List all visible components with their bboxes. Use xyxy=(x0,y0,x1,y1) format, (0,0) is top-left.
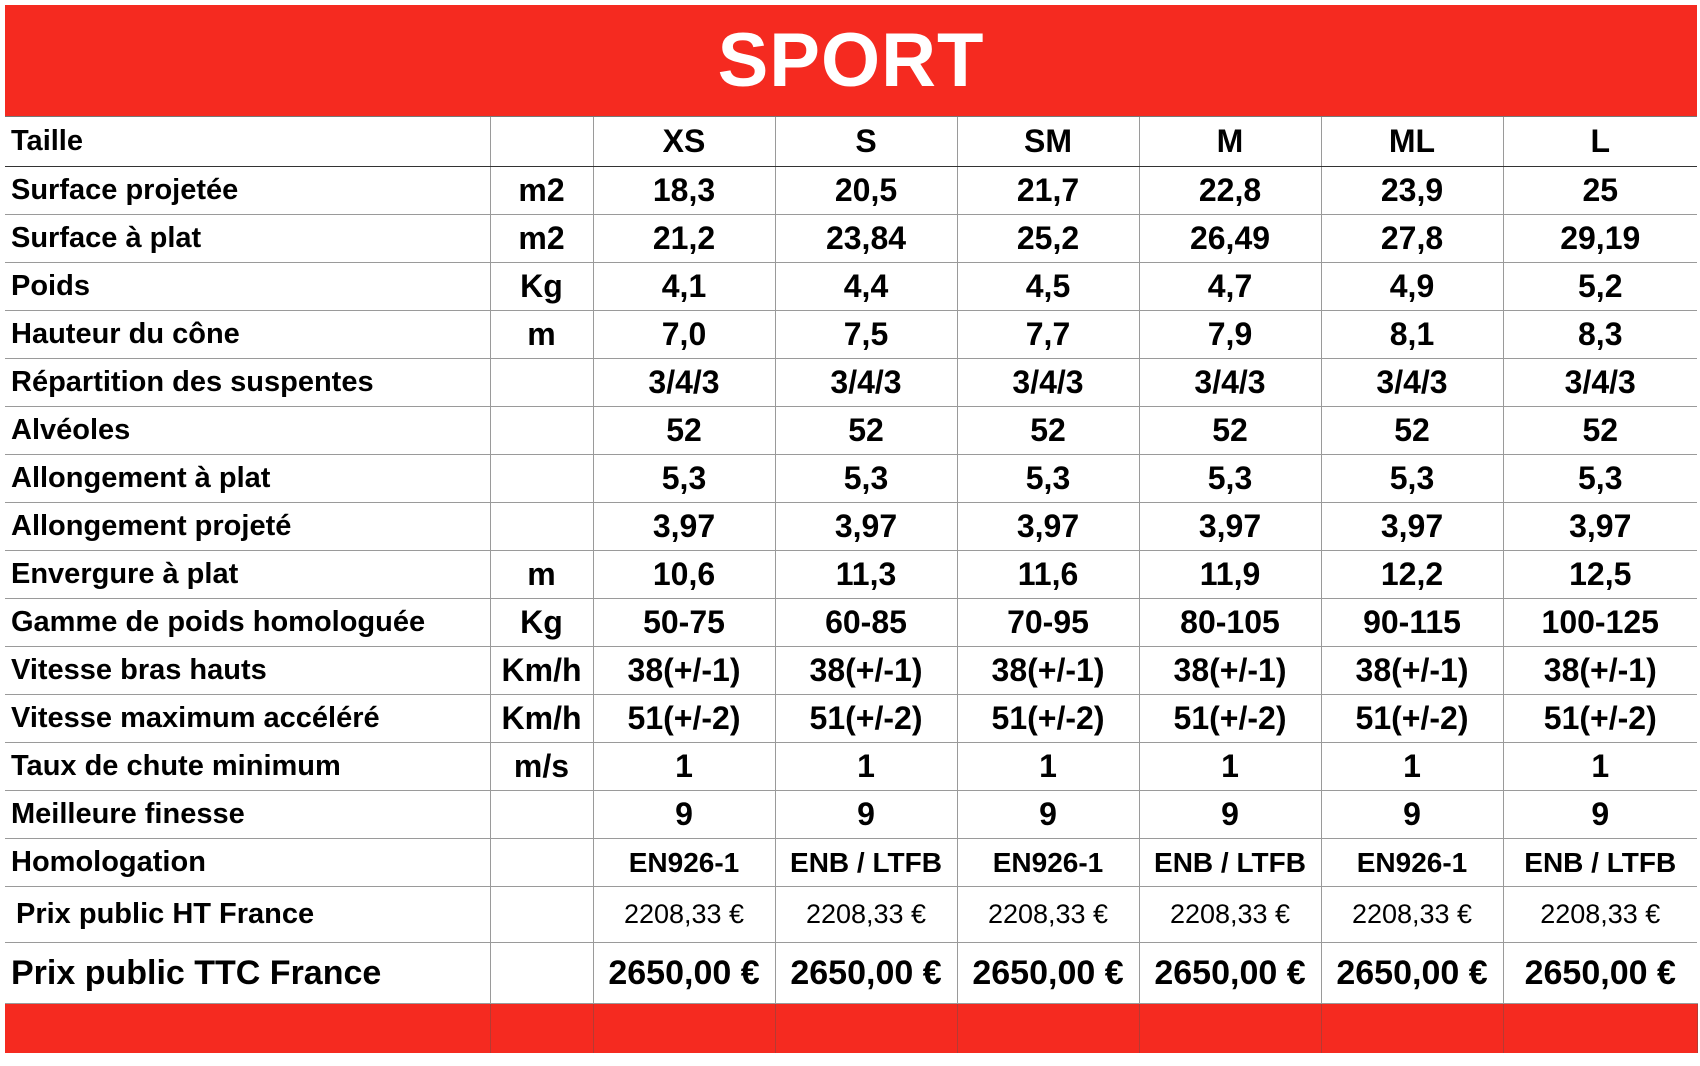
row-label: Allongement à plat xyxy=(5,455,490,503)
spec-sheet xyxy=(5,5,1697,1053)
value-cell: 10,6 xyxy=(593,551,775,599)
value-cell: 5,2 xyxy=(1503,263,1697,311)
value-cell: 3,97 xyxy=(1321,503,1503,551)
row-label: Taux de chute minimum xyxy=(5,743,490,791)
footer-cell xyxy=(5,1004,490,1054)
value-cell: 1 xyxy=(1503,743,1697,791)
value-cell: 50-75 xyxy=(593,599,775,647)
value-cell: 3,97 xyxy=(1503,503,1697,551)
row-unit xyxy=(490,455,593,503)
value-cell: 4,5 xyxy=(957,263,1139,311)
table-row xyxy=(5,839,1697,887)
value-cell: 3/4/3 xyxy=(1503,359,1697,407)
row-unit xyxy=(490,887,593,943)
value-cell: 2208,33 € xyxy=(775,887,957,943)
value-cell: 52 xyxy=(1321,407,1503,455)
footer-cell xyxy=(1139,1004,1321,1054)
row-unit: Km/h xyxy=(490,647,593,695)
value-cell: 4,1 xyxy=(593,263,775,311)
value-cell: L xyxy=(1503,117,1697,167)
footer-cell xyxy=(957,1004,1139,1054)
value-cell: 51(+/-2) xyxy=(1503,695,1697,743)
value-cell: 38(+/-1) xyxy=(1321,647,1503,695)
value-cell: 60-85 xyxy=(775,599,957,647)
value-cell: 2650,00 € xyxy=(1503,943,1697,1004)
value-cell: ENB / LTFB xyxy=(775,839,957,887)
value-cell: 21,2 xyxy=(593,215,775,263)
value-cell: 2208,33 € xyxy=(1503,887,1697,943)
row-unit xyxy=(490,117,593,167)
value-cell: 2650,00 € xyxy=(593,943,775,1004)
row-unit xyxy=(490,407,593,455)
row-unit xyxy=(490,359,593,407)
value-cell: 5,3 xyxy=(1139,455,1321,503)
spec-table xyxy=(5,117,1698,1053)
value-cell: 11,6 xyxy=(957,551,1139,599)
value-cell: 9 xyxy=(1139,791,1321,839)
page-title: SPORT xyxy=(717,18,985,103)
value-cell: 5,3 xyxy=(957,455,1139,503)
value-cell: 7,0 xyxy=(593,311,775,359)
value-cell: 3/4/3 xyxy=(775,359,957,407)
row-unit: m xyxy=(490,551,593,599)
value-cell: 9 xyxy=(1503,791,1697,839)
row-unit xyxy=(490,503,593,551)
table-row xyxy=(5,407,1697,455)
table-row xyxy=(5,455,1697,503)
value-cell: 8,3 xyxy=(1503,311,1697,359)
row-label: Répartition des suspentes xyxy=(5,359,490,407)
value-cell: 25 xyxy=(1503,167,1697,215)
table-row xyxy=(5,791,1697,839)
value-cell: 38(+/-1) xyxy=(1503,647,1697,695)
row-unit: Kg xyxy=(490,263,593,311)
footer-cell xyxy=(775,1004,957,1054)
value-cell: 27,8 xyxy=(1321,215,1503,263)
value-cell: 4,4 xyxy=(775,263,957,311)
table-row xyxy=(5,503,1697,551)
value-cell: 51(+/-2) xyxy=(1139,695,1321,743)
row-label: Alvéoles xyxy=(5,407,490,455)
value-cell: 7,5 xyxy=(775,311,957,359)
table-row xyxy=(5,359,1697,407)
value-cell: 9 xyxy=(775,791,957,839)
value-cell: 1 xyxy=(957,743,1139,791)
value-cell: 18,3 xyxy=(593,167,775,215)
value-cell: 8,1 xyxy=(1321,311,1503,359)
value-cell: 52 xyxy=(1139,407,1321,455)
row-label: Poids xyxy=(5,263,490,311)
size-header-row xyxy=(5,117,1697,167)
row-label: Vitesse bras hauts xyxy=(5,647,490,695)
value-cell: 2650,00 € xyxy=(1139,943,1321,1004)
value-cell: S xyxy=(775,117,957,167)
value-cell: 52 xyxy=(593,407,775,455)
value-cell: 7,9 xyxy=(1139,311,1321,359)
value-cell: 38(+/-1) xyxy=(775,647,957,695)
value-cell: 5,3 xyxy=(593,455,775,503)
table-row xyxy=(5,167,1697,215)
value-cell: 3,97 xyxy=(957,503,1139,551)
value-cell: EN926-1 xyxy=(593,839,775,887)
row-label: Surface à plat xyxy=(5,215,490,263)
value-cell: 52 xyxy=(1503,407,1697,455)
value-cell: EN926-1 xyxy=(1321,839,1503,887)
value-cell: 21,7 xyxy=(957,167,1139,215)
value-cell: ENB / LTFB xyxy=(1139,839,1321,887)
value-cell: 22,8 xyxy=(1139,167,1321,215)
value-cell: M xyxy=(1139,117,1321,167)
value-cell: 4,7 xyxy=(1139,263,1321,311)
table-row xyxy=(5,215,1697,263)
value-cell: 2208,33 € xyxy=(1321,887,1503,943)
value-cell: 51(+/-2) xyxy=(775,695,957,743)
value-cell: 3,97 xyxy=(593,503,775,551)
value-cell: 38(+/-1) xyxy=(593,647,775,695)
value-cell: ENB / LTFB xyxy=(1503,839,1697,887)
title-banner xyxy=(5,5,1697,117)
row-label: Homologation xyxy=(5,839,490,887)
price-ht-row xyxy=(5,887,1697,943)
value-cell: 11,9 xyxy=(1139,551,1321,599)
row-unit xyxy=(490,791,593,839)
row-label: Prix public HT France xyxy=(5,887,490,943)
footer-cell xyxy=(1321,1004,1503,1054)
row-label: Surface projetée xyxy=(5,167,490,215)
value-cell: 2208,33 € xyxy=(957,887,1139,943)
table-row xyxy=(5,695,1697,743)
value-cell: 3/4/3 xyxy=(957,359,1139,407)
value-cell: 3/4/3 xyxy=(1139,359,1321,407)
value-cell: 1 xyxy=(775,743,957,791)
row-label: Envergure à plat xyxy=(5,551,490,599)
table-row xyxy=(5,743,1697,791)
value-cell: 26,49 xyxy=(1139,215,1321,263)
row-label: Vitesse maximum accéléré xyxy=(5,695,490,743)
value-cell: 90-115 xyxy=(1321,599,1503,647)
value-cell: 38(+/-1) xyxy=(957,647,1139,695)
row-unit: Kg xyxy=(490,599,593,647)
value-cell: 12,2 xyxy=(1321,551,1503,599)
value-cell: ML xyxy=(1321,117,1503,167)
value-cell: 1 xyxy=(593,743,775,791)
value-cell: 100-125 xyxy=(1503,599,1697,647)
value-cell: 9 xyxy=(957,791,1139,839)
footer-cell xyxy=(593,1004,775,1054)
value-cell: 3,97 xyxy=(1139,503,1321,551)
row-unit: m2 xyxy=(490,167,593,215)
value-cell: 7,7 xyxy=(957,311,1139,359)
value-cell: SM xyxy=(957,117,1139,167)
value-cell: 9 xyxy=(1321,791,1503,839)
value-cell: 2650,00 € xyxy=(775,943,957,1004)
value-cell: 52 xyxy=(775,407,957,455)
row-label: Hauteur du cône xyxy=(5,311,490,359)
value-cell: EN926-1 xyxy=(957,839,1139,887)
value-cell: 3,97 xyxy=(775,503,957,551)
row-label: Meilleure finesse xyxy=(5,791,490,839)
table-row xyxy=(5,263,1697,311)
value-cell: 51(+/-2) xyxy=(957,695,1139,743)
row-unit xyxy=(490,943,593,1004)
value-cell: 12,5 xyxy=(1503,551,1697,599)
value-cell: 3/4/3 xyxy=(593,359,775,407)
value-cell: 2208,33 € xyxy=(1139,887,1321,943)
value-cell: 5,3 xyxy=(1321,455,1503,503)
value-cell: 1 xyxy=(1139,743,1321,791)
value-cell: 1 xyxy=(1321,743,1503,791)
value-cell: 23,84 xyxy=(775,215,957,263)
value-cell: 3/4/3 xyxy=(1321,359,1503,407)
price-ttc-row xyxy=(5,943,1697,1004)
value-cell: 5,3 xyxy=(1503,455,1697,503)
value-cell: 38(+/-1) xyxy=(1139,647,1321,695)
value-cell: 51(+/-2) xyxy=(593,695,775,743)
value-cell: 9 xyxy=(593,791,775,839)
value-cell: 23,9 xyxy=(1321,167,1503,215)
value-cell: 20,5 xyxy=(775,167,957,215)
row-unit: m xyxy=(490,311,593,359)
value-cell: XS xyxy=(593,117,775,167)
value-cell: 2208,33 € xyxy=(593,887,775,943)
spec-table-body xyxy=(5,117,1697,1053)
value-cell: 2650,00 € xyxy=(957,943,1139,1004)
footer-band xyxy=(5,1004,1697,1054)
value-cell: 2650,00 € xyxy=(1321,943,1503,1004)
value-cell: 80-105 xyxy=(1139,599,1321,647)
value-cell: 11,3 xyxy=(775,551,957,599)
value-cell: 29,19 xyxy=(1503,215,1697,263)
table-row xyxy=(5,599,1697,647)
value-cell: 51(+/-2) xyxy=(1321,695,1503,743)
table-row xyxy=(5,551,1697,599)
row-unit: m/s xyxy=(490,743,593,791)
value-cell: 52 xyxy=(957,407,1139,455)
row-unit xyxy=(490,839,593,887)
row-label: Allongement projeté xyxy=(5,503,490,551)
value-cell: 4,9 xyxy=(1321,263,1503,311)
row-label: Gamme de poids homologuée xyxy=(5,599,490,647)
row-unit: Km/h xyxy=(490,695,593,743)
footer-cell xyxy=(490,1004,593,1054)
row-unit: m2 xyxy=(490,215,593,263)
footer-cell xyxy=(1503,1004,1697,1054)
row-label: Taille xyxy=(5,117,490,167)
table-row xyxy=(5,647,1697,695)
value-cell: 70-95 xyxy=(957,599,1139,647)
table-row xyxy=(5,311,1697,359)
value-cell: 5,3 xyxy=(775,455,957,503)
value-cell: 25,2 xyxy=(957,215,1139,263)
row-label: Prix public TTC France xyxy=(5,943,490,1004)
